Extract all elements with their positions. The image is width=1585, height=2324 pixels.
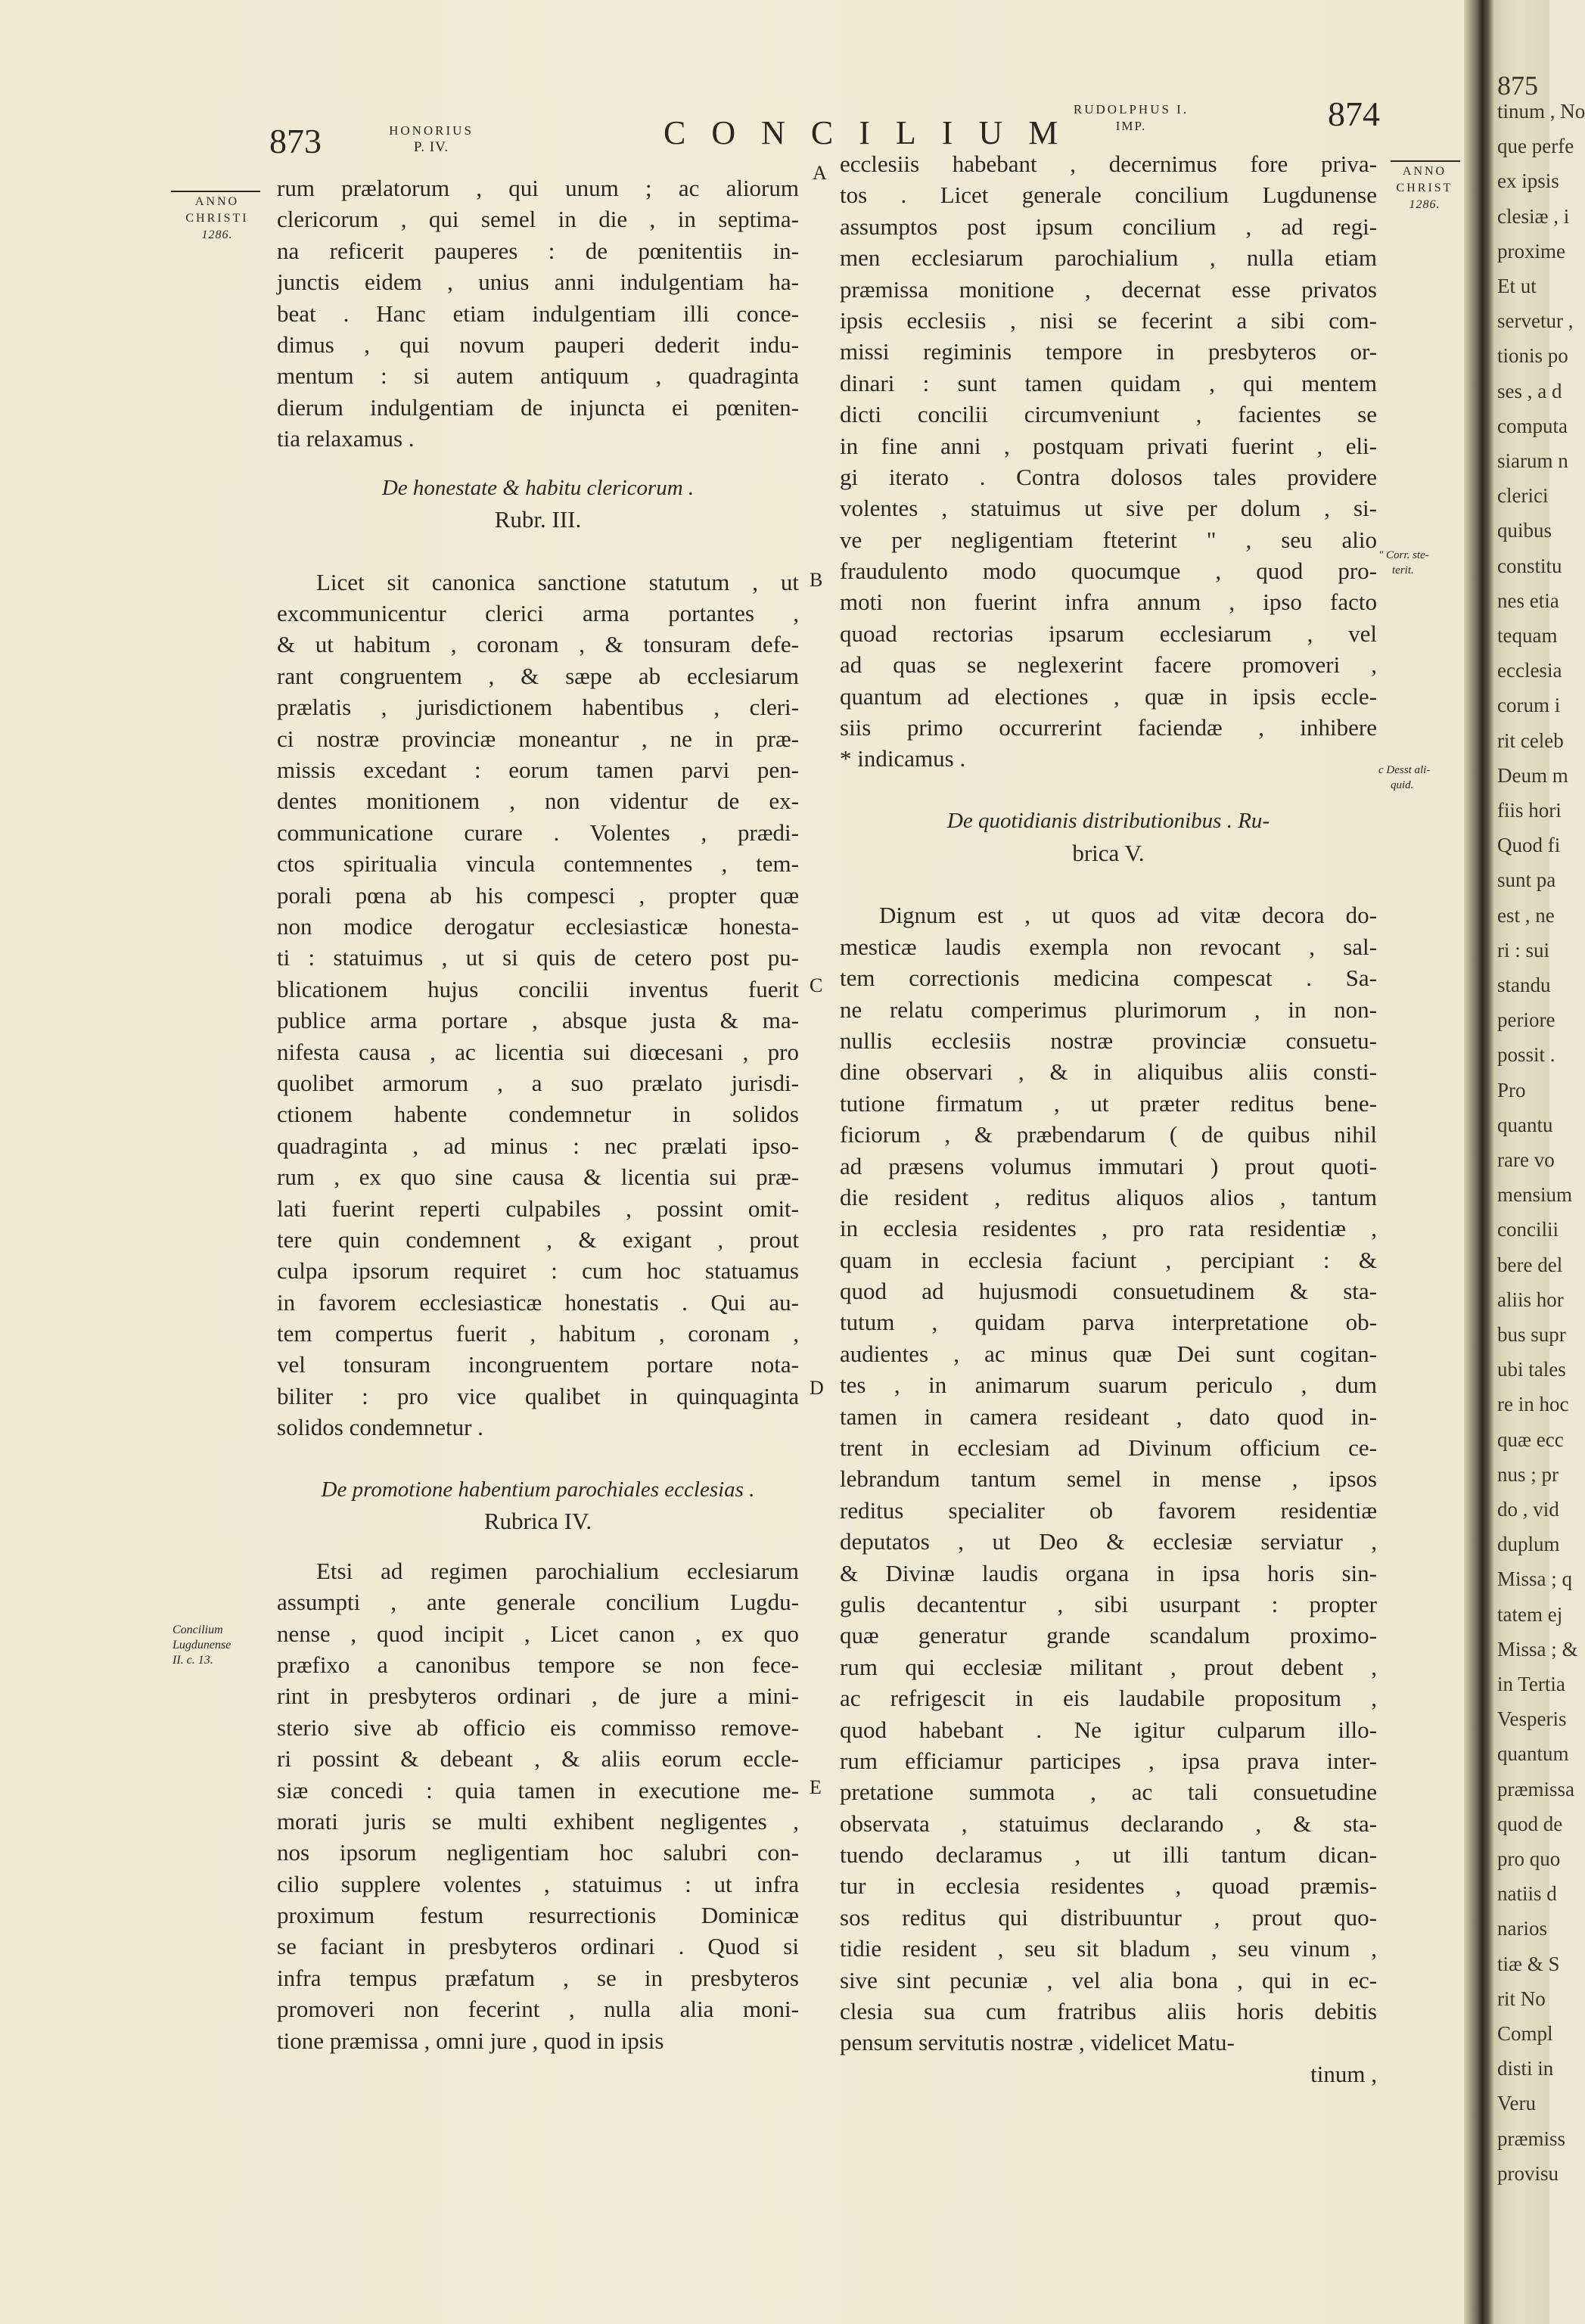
next-page-line: corum i xyxy=(1497,694,1561,717)
next-page-line: pro quo xyxy=(1497,1847,1561,1870)
catchword: tinum , xyxy=(1310,2060,1377,2087)
paragraph-left-2 xyxy=(277,567,799,1443)
text-line: tem correctionis medicina compescat . Sa- xyxy=(840,965,1377,992)
text-line: mentum : si autem antiquum , quadraginta xyxy=(277,362,799,390)
text-line: siæ concedi : quia tamen in executione me- xyxy=(277,1776,799,1804)
emperor-title: IMP. xyxy=(1115,119,1147,133)
text-line: sive sint pecuniæ , vel alia bona , qui in ec- xyxy=(840,1966,1377,1993)
corr-note-line-1: " Corr. ste- xyxy=(1378,549,1429,561)
next-page-number: 875 xyxy=(1497,70,1538,101)
text-line: proximum festum resurrectionis Dominicæ xyxy=(277,1902,799,1929)
text-line: men ecclesiarum parochialium , nulla etiam xyxy=(840,244,1377,272)
text-line: sterio sive ab officio eis commisso remove- xyxy=(277,1713,799,1741)
next-page-line: sunt pa xyxy=(1497,868,1556,892)
text-line: junctis eidem , unius anni indulgentiam ha- xyxy=(277,269,799,296)
text-line: tidie resident , seu sit bladum , seu vinum , xyxy=(840,1935,1377,1962)
text-line: lati fuerint reperti culpabiles , possint omit- xyxy=(277,1195,799,1222)
text-line: morati juris se multi exhibent negligentes , xyxy=(277,1807,799,1835)
text-line: pretatione summota , ac tali consuetudine xyxy=(840,1779,1377,1806)
next-page-line: computa xyxy=(1497,414,1568,437)
text-line: tia relaxamus . xyxy=(277,425,415,452)
text-line: rum prælatorum , qui unum ; ac aliorum xyxy=(277,175,799,201)
left-column xyxy=(277,172,799,2056)
paragraph-right-1 xyxy=(840,148,1377,775)
text-line: tur in ecclesia residentes , quoad præmis- xyxy=(840,1872,1377,1900)
text-line: nense , quod incipit , Licet canon , ex quo xyxy=(277,1620,799,1647)
text-line: tuendo declaramus , ut illi tantum dican- xyxy=(840,1841,1377,1869)
text-line: die resident , reditus aliquos alios , tantum xyxy=(840,1183,1377,1210)
cite-line-2: Lugdunense xyxy=(172,1639,232,1651)
next-page-line: Compl xyxy=(1497,2022,1553,2045)
next-page-line: provisu xyxy=(1497,2161,1559,2185)
text-line: reditus specialiter ob favorem residentiæ xyxy=(840,1496,1377,1524)
text-line: rint in presbyteros ordinari , de jure a mini- xyxy=(277,1682,799,1710)
text-line: non modice derogatur ecclesiasticæ honesta- xyxy=(277,912,799,940)
next-page-line: quantu xyxy=(1497,1113,1553,1136)
dest-note-line-2: quid. xyxy=(1391,779,1414,791)
year-label-right: 1286. xyxy=(1409,198,1440,211)
text-line: tutione firmatum , ut præter reditus bene- xyxy=(840,1089,1377,1117)
pope-name: HONORIUS xyxy=(389,123,474,138)
text-line: dierum indulgentiam de injuncta ei pœniten- xyxy=(277,393,799,421)
text-line: quam in ecclesia faciunt , percipiant : & xyxy=(840,1246,1377,1273)
section-letter-b: B xyxy=(810,569,823,591)
next-page-line: concilii xyxy=(1497,1218,1559,1241)
text-line: Etsi ad regimen parochialium ecclesiarum xyxy=(316,1557,799,1584)
text-line: Licet sit canonica sanctione statutum , ut xyxy=(316,568,799,595)
next-page-line: disti in xyxy=(1497,2057,1554,2080)
text-line: gulis decantentur , sibi usurpant : propter xyxy=(840,1590,1377,1617)
text-line: fraudulento modo quocumque , quod pro- xyxy=(840,558,1377,585)
text-line: pensum servitutis nostræ , videlicet Matu- xyxy=(840,2029,1235,2056)
text-line: quoad rectorias ipsarum ecclesiarum , vel xyxy=(840,620,1377,647)
next-page-line: proxime xyxy=(1497,239,1565,263)
next-page-line: rit celeb xyxy=(1497,729,1564,752)
next-page-line: tatem ej xyxy=(1497,1602,1563,1626)
next-page-line: præmissa xyxy=(1497,1777,1575,1800)
paragraph-left-3 xyxy=(277,1555,799,2056)
text-line: assumpti , ante generale concilium Lugdu- xyxy=(277,1589,799,1616)
text-line: & ut habitum , coronam , & tonsuram defe- xyxy=(277,631,799,658)
text-line: ac refrigescit in eis laudabile propositum , xyxy=(840,1685,1377,1712)
next-page-line: quibus xyxy=(1497,519,1552,542)
next-page-line: do , vid xyxy=(1497,1498,1559,1521)
text-line: rum , ex quo sine causa & licentia sui præ- xyxy=(277,1164,799,1191)
text-line: ad quas se neglexerint facere promoveri , xyxy=(840,651,1377,679)
next-page-line: aliis hor xyxy=(1497,1288,1564,1311)
text-line: blicationem hujus concilii inventus fuerit xyxy=(277,975,799,1002)
emperor-name: RUDOLPHUS I. xyxy=(1073,102,1189,117)
next-page-line: quæ ecc xyxy=(1497,1428,1564,1451)
next-page-line: que perfe xyxy=(1497,135,1574,158)
next-page-line: præmiss xyxy=(1497,2127,1566,2150)
text-line: sos reditus qui distribuuntur , prout quo- xyxy=(840,1903,1377,1931)
next-page-line: ri : sui xyxy=(1497,938,1550,962)
text-line: gi iterato . Contra dolosos tales providere xyxy=(840,463,1377,490)
text-line: tamen in camera resideant , dato quod in- xyxy=(840,1403,1377,1430)
christ-label-right: CHRIST xyxy=(1396,182,1453,194)
next-page-line: Veru xyxy=(1497,2092,1536,2115)
text-line: ctos spiritualia vincula contemnentes , tem- xyxy=(277,850,799,878)
right-anno-rule xyxy=(1391,160,1460,162)
left-anno-note xyxy=(168,194,266,244)
text-line: nullis ecclesiis nostræ provinciæ consuetu- xyxy=(840,1027,1377,1054)
next-page-line: quantum xyxy=(1497,1742,1569,1766)
text-line: nos ipsorum negligentiam hoc salubri con- xyxy=(277,1839,799,1866)
next-page-line: Quod fi xyxy=(1497,834,1561,857)
text-line: volentes , statuimus ut sive per dolum , si- xyxy=(840,495,1377,522)
text-line: tutum , quidam parva interpretatione ob- xyxy=(840,1309,1377,1336)
next-page-line: bere del xyxy=(1497,1253,1563,1276)
text-line: rum qui ecclesiæ militant , prout debent , xyxy=(840,1653,1377,1680)
text-line: quolibet armorum , a suo prælato jurisdi- xyxy=(277,1069,799,1096)
text-line: clesia sua cum fratribus aliis horis debitis xyxy=(840,1998,1377,2025)
text-line: na reficerit pauperes : de pœnitentiis in- xyxy=(277,237,799,264)
text-line: nifesta causa , ac licentia sui diœcesani , pro xyxy=(277,1038,799,1065)
text-line: communicatione curare . Volentes , prædi- xyxy=(277,819,799,846)
next-page-line: tequam xyxy=(1497,624,1558,647)
text-line: Dignum est , ut quos ad vitæ decora do- xyxy=(879,902,1377,929)
text-line: trent in ecclesiam ad Divinum officium ce- xyxy=(840,1434,1377,1462)
text-line: quod habebant . Ne igitur culparum illo- xyxy=(840,1716,1377,1743)
text-line: solidos condemnetur . xyxy=(277,1414,483,1441)
year-label: 1286. xyxy=(201,228,233,241)
text-line: vel tonsuram incongruentem portare nota- xyxy=(277,1351,799,1378)
next-page-line: servetur , xyxy=(1497,309,1574,333)
text-line: assumptos post ipsum concilium , ad regi- xyxy=(840,213,1377,240)
rubric-3-title: De honestate & habitu clericorum . xyxy=(381,475,695,500)
dest-note-line-1: c Desst ali- xyxy=(1378,764,1431,776)
next-page-line: tionis po xyxy=(1497,344,1568,368)
pope-number: P. IV. xyxy=(413,139,449,155)
next-page-line: quod de xyxy=(1497,1812,1563,1835)
section-letter-e: E xyxy=(810,1776,822,1798)
next-page-line: Deum m xyxy=(1497,763,1568,787)
text-line: & Divinæ laudis organa in ipsa horis sin- xyxy=(840,1559,1377,1586)
next-page-line: re in hoc xyxy=(1497,1393,1569,1416)
rubric-3-number: Rubr. III. xyxy=(494,505,582,533)
next-page-line: constitu xyxy=(1497,554,1562,577)
text-line: cilio supplere volentes , statuimus : ut infra xyxy=(277,1870,799,1897)
text-line: ve per negligentiam fteterint " , seu alio xyxy=(840,526,1377,553)
right-emperor-label xyxy=(1067,101,1195,135)
next-page-line: narios xyxy=(1497,1917,1547,1940)
left-pope-label xyxy=(386,123,477,156)
text-line: in fine anni , postquam privati fuerint , eli- xyxy=(840,432,1377,459)
text-line: dinari : sunt tamen quidam , qui mentem xyxy=(840,369,1377,396)
next-page-line: ex ipsis xyxy=(1497,169,1559,193)
anno-label-right: ANNO xyxy=(1402,165,1447,178)
text-line: dentes monitionem , non videntur de ex- xyxy=(277,788,799,815)
text-line: ficiorum , & præbendarum ( de quibus nihil xyxy=(840,1121,1377,1148)
text-line: ipsis ecclesiis , nisi se fecerint a sibi com- xyxy=(840,306,1377,334)
text-line: præfixo a canonibus tempore se non fece- xyxy=(277,1651,799,1678)
text-line: ad præsens volumus immutari ) prout quoti- xyxy=(840,1152,1377,1179)
next-page-line: Missa ; & xyxy=(1497,1637,1578,1661)
text-line: quantum ad electiones , quæ in ipsis eccle- xyxy=(840,682,1377,710)
left-page-number: 873 xyxy=(269,122,322,160)
corr-note xyxy=(1378,548,1429,578)
next-page-line: tiæ & S xyxy=(1497,1952,1560,1975)
text-line: in ecclesia residentes , pro rata residentiæ , xyxy=(840,1215,1377,1242)
concilium-reference xyxy=(172,1623,231,1668)
next-page-line: periore xyxy=(1497,1008,1555,1032)
christi-label: CHRISTI xyxy=(185,212,249,225)
section-letter-c: C xyxy=(810,974,823,996)
next-page-line: clerici xyxy=(1497,484,1549,508)
next-page-line: rit No xyxy=(1497,1987,1546,2010)
text-line: mesticæ laudis exempla non revocant , sal- xyxy=(840,933,1377,960)
next-page-line: possit . xyxy=(1497,1043,1555,1067)
book-gutter xyxy=(1464,0,1494,2324)
next-page-line: natiis d xyxy=(1497,1882,1557,1906)
paragraph-left-1 xyxy=(277,172,799,455)
text-line: porali pœna ab his compesci , propter quæ xyxy=(277,881,799,909)
text-line: dicti concilii circumveniunt , facientes se xyxy=(840,401,1377,428)
text-line: tos . Licet generale concilium Lugdunense xyxy=(840,182,1377,209)
text-line: siis primo occurrerint faciendæ , inhibere xyxy=(840,714,1377,741)
text-line: culpa ipsorum requiret : cum hoc statuamus xyxy=(277,1257,799,1285)
cite-line-1: Concilium xyxy=(172,1623,223,1636)
next-page-line: duplum xyxy=(1497,1533,1560,1556)
text-line: tione præmissa , omni jure , quod in ipsis xyxy=(277,2027,664,2054)
next-page-line: ubi tales xyxy=(1497,1358,1566,1381)
next-page-fragment xyxy=(1494,0,1585,2324)
text-line: missi regiminis tempore in presbyteros or- xyxy=(840,338,1377,365)
text-line: dine observari , & in aliquibus aliis consti- xyxy=(840,1058,1377,1086)
next-page-line: ses , a d xyxy=(1497,379,1562,402)
text-line: ecclesiis habebant , decernimus fore priva- xyxy=(840,151,1377,177)
text-line: ri possint & debeant , & aliis eorum eccle- xyxy=(277,1745,799,1773)
text-line: * indicamus . xyxy=(840,745,966,772)
text-line: beat . Hanc etiam indulgentiam illi conce- xyxy=(277,300,799,327)
rubric-5-title: De quotidianis distributionibus . Ru- xyxy=(946,809,1270,834)
next-page-line: nes etia xyxy=(1497,589,1559,612)
next-page-line: fiis hori xyxy=(1497,799,1562,822)
next-page-line: siarum n xyxy=(1497,449,1568,472)
right-page-number: 874 xyxy=(1328,95,1380,133)
text-line: observata , statuimus declarando , & sta- xyxy=(840,1810,1377,1837)
text-line: infra tempus præfatum , se in presbyteros xyxy=(277,1964,799,1991)
text-line: tem compertus fuerit , habitum , coronam , xyxy=(277,1320,799,1347)
text-line: rum efficiamur participes , ipsa prava inter- xyxy=(840,1747,1377,1774)
next-page-line: ecclesia xyxy=(1497,659,1562,682)
text-line: prælatis , jurisdictionem habentibus , cleri- xyxy=(277,694,799,721)
running-title: CONCILIUM xyxy=(664,114,1084,151)
text-line: ci nostræ provinciæ moneantur , ne in præ- xyxy=(277,725,799,752)
next-page-line: in Tertia xyxy=(1497,1673,1565,1695)
next-page-line: mensium xyxy=(1497,1183,1572,1207)
next-page-line: clesiæ , i xyxy=(1497,204,1570,228)
text-line: moti non fuerint infra annum , ipso facto xyxy=(840,589,1377,616)
paragraph-right-2 xyxy=(840,899,1377,2058)
cite-line-3: II. c. 13. xyxy=(172,1654,213,1667)
next-page-line: tinum , No xyxy=(1497,100,1585,123)
text-line: lebrandum tantum semel in mense , ipsos xyxy=(840,1465,1377,1493)
text-line: se faciant in presbyteros ordinari . Quod si xyxy=(277,1933,799,1960)
text-line: deputatos , ut Deo & ecclesiæ serviatur , xyxy=(840,1528,1377,1555)
next-page-line: Missa ; q xyxy=(1497,1567,1573,1591)
text-line: biliter : pro vice qualibet in quinquaginta xyxy=(277,1382,799,1409)
text-line: ctionem habente condemnetur in solidos xyxy=(277,1101,799,1128)
text-line: quadraginta , ad minus : nec prælati ipso- xyxy=(277,1132,799,1159)
next-page-line: rare vo xyxy=(1497,1148,1555,1171)
anno-label: ANNO xyxy=(194,195,240,208)
section-letter-d: D xyxy=(810,1377,824,1399)
next-page-line: Et ut xyxy=(1497,275,1537,297)
text-line: tere quin condemnent , & exigant , prout xyxy=(277,1226,799,1253)
text-line: publice arma portare , absque justa & ma- xyxy=(277,1007,799,1034)
text-line: excommunicentur clerici arma portantes , xyxy=(277,600,799,627)
dest-note xyxy=(1378,763,1430,793)
text-line: clericorum , qui semel in die , in septima- xyxy=(277,206,799,233)
rubric-4-title: De promotione habentium parochiales ecclesias . xyxy=(321,1477,755,1502)
text-line: in favorem ecclesiasticæ honestatis . Qui au- xyxy=(277,1288,799,1316)
section-letter-a: A xyxy=(813,162,827,184)
left-anno-rule xyxy=(171,191,260,192)
next-page-line: Vesperis xyxy=(1497,1707,1567,1731)
text-line: audientes , ac minus quæ Dei sunt cogitan- xyxy=(840,1340,1377,1367)
text-line: ti : statuimus , ut si quis de cetero post pu- xyxy=(277,944,799,971)
right-column xyxy=(840,148,1377,2089)
text-line: ne relatu comperimus plurimorum , in non- xyxy=(840,996,1377,1023)
text-line: rant congruentem , & sæpe ab ecclesiarum xyxy=(277,662,799,689)
text-line: promoveri non fecerint , nulla alia moni- xyxy=(277,1996,799,2023)
rubric-5-number: brica V. xyxy=(1072,839,1145,866)
next-page-line: Pro xyxy=(1497,1078,1526,1101)
text-line: præmissa monitione , decernat esse privatos xyxy=(840,275,1377,303)
next-page-line: bus supr xyxy=(1497,1323,1566,1346)
next-page-line: standu xyxy=(1497,974,1551,996)
text-line: tes , in animarum suarum periculo , dum xyxy=(840,1372,1377,1399)
rubric-4-number: Rubrica IV. xyxy=(483,1508,592,1535)
text-line: missis excedant : eorum tamen parvi pen- xyxy=(277,757,799,784)
next-page-line: nus ; pr xyxy=(1497,1462,1559,1486)
corr-note-line-2: terit. xyxy=(1392,564,1414,576)
right-anno-note xyxy=(1385,163,1465,213)
text-line: dimus , qui novum pauperi dederit indu- xyxy=(277,331,799,358)
text-line: quod ad hujusmodi consuetudinem & sta- xyxy=(840,1278,1377,1305)
next-page-line: est , ne xyxy=(1497,903,1555,927)
text-line: quæ generatur grande scandalum proximo- xyxy=(840,1622,1377,1649)
